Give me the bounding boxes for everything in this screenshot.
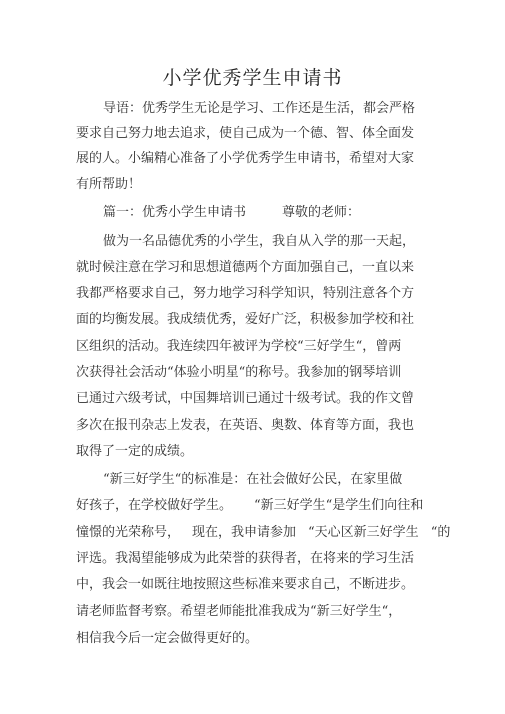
intro-line: 要求自己努力地去追求，使自己成为一个德、智、体全面发: [76, 126, 415, 141]
text-segment: “的: [430, 525, 451, 540]
paragraph-line: 评选。我渴望能够成为此荣誉的获得者，在将来的学习生活: [76, 551, 415, 566]
paragraph-line: 多次在报刊杂志上发表，在英语、奥数、体育等方面，我也: [76, 418, 415, 433]
page-title: 小学优秀学生申请书: [162, 67, 343, 89]
text-segment: 好孩子，在学校做好学生。: [76, 498, 233, 513]
paragraph-line: 就时候注意在学习和思想道德两个方面加强自己，一直以来: [76, 260, 415, 275]
text-segment: 现在，我申请参加: [192, 525, 297, 540]
paragraph-line: 次获得社会活动“体验小明星“的称号。我参加的钢琴培训: [76, 365, 402, 380]
paragraph-line: 区组织的活动。我连续四年被评为学校“三好学生“，曾两: [76, 339, 402, 354]
paragraph-line: 相信我今后一定会做得更好的。: [76, 631, 259, 646]
paragraph-line: 请老师监督考察。希望老师能批准我成为“新三好学生“，: [76, 604, 402, 619]
paragraph-line: 做为一名品德优秀的小学生，我自从入学的那一天起，: [103, 234, 416, 249]
paragraph-line: 取得了一定的成绩。: [76, 444, 194, 459]
paragraph-line: 面的均衡发展。我成绩优秀，爱好广泛，积极参加学校和社: [76, 312, 415, 327]
paragraph-line: 已通过六级考试，中国舞培训已通过十级考试。我的作文曾: [76, 391, 415, 406]
intro-line: 导语：优秀学生无论是学习、工作还是生活，都会严格: [103, 101, 416, 116]
text-segment: “新三好学生“是学生们向往和: [254, 498, 424, 513]
paragraph-line: “新三好学生“的标准是：在社会做好公民，在家里做: [103, 472, 403, 487]
intro-line: 有所帮助！: [76, 177, 142, 192]
section-heading: 篇一：优秀小学生申请书: [103, 205, 247, 220]
paragraph-line: [76, 525, 450, 541]
salutation: 尊敬的老师：: [282, 205, 361, 220]
intro-line: 展的人。小编精心准备了小学优秀学生申请书，希望对大家: [76, 151, 415, 166]
text-segment: “天心区新三好学生: [308, 525, 419, 540]
paragraph-line: 我都严格要求自己，努力地学习科学知识，特别注意各个方: [76, 286, 415, 301]
paragraph-line: 中，我会一如既往地按照这些标准来要求自己，不断进步。: [76, 577, 415, 592]
text-segment: 憧憬的光荣称号，: [76, 525, 181, 540]
paragraph-line: [76, 498, 423, 514]
section-heading-line: [103, 205, 360, 221]
